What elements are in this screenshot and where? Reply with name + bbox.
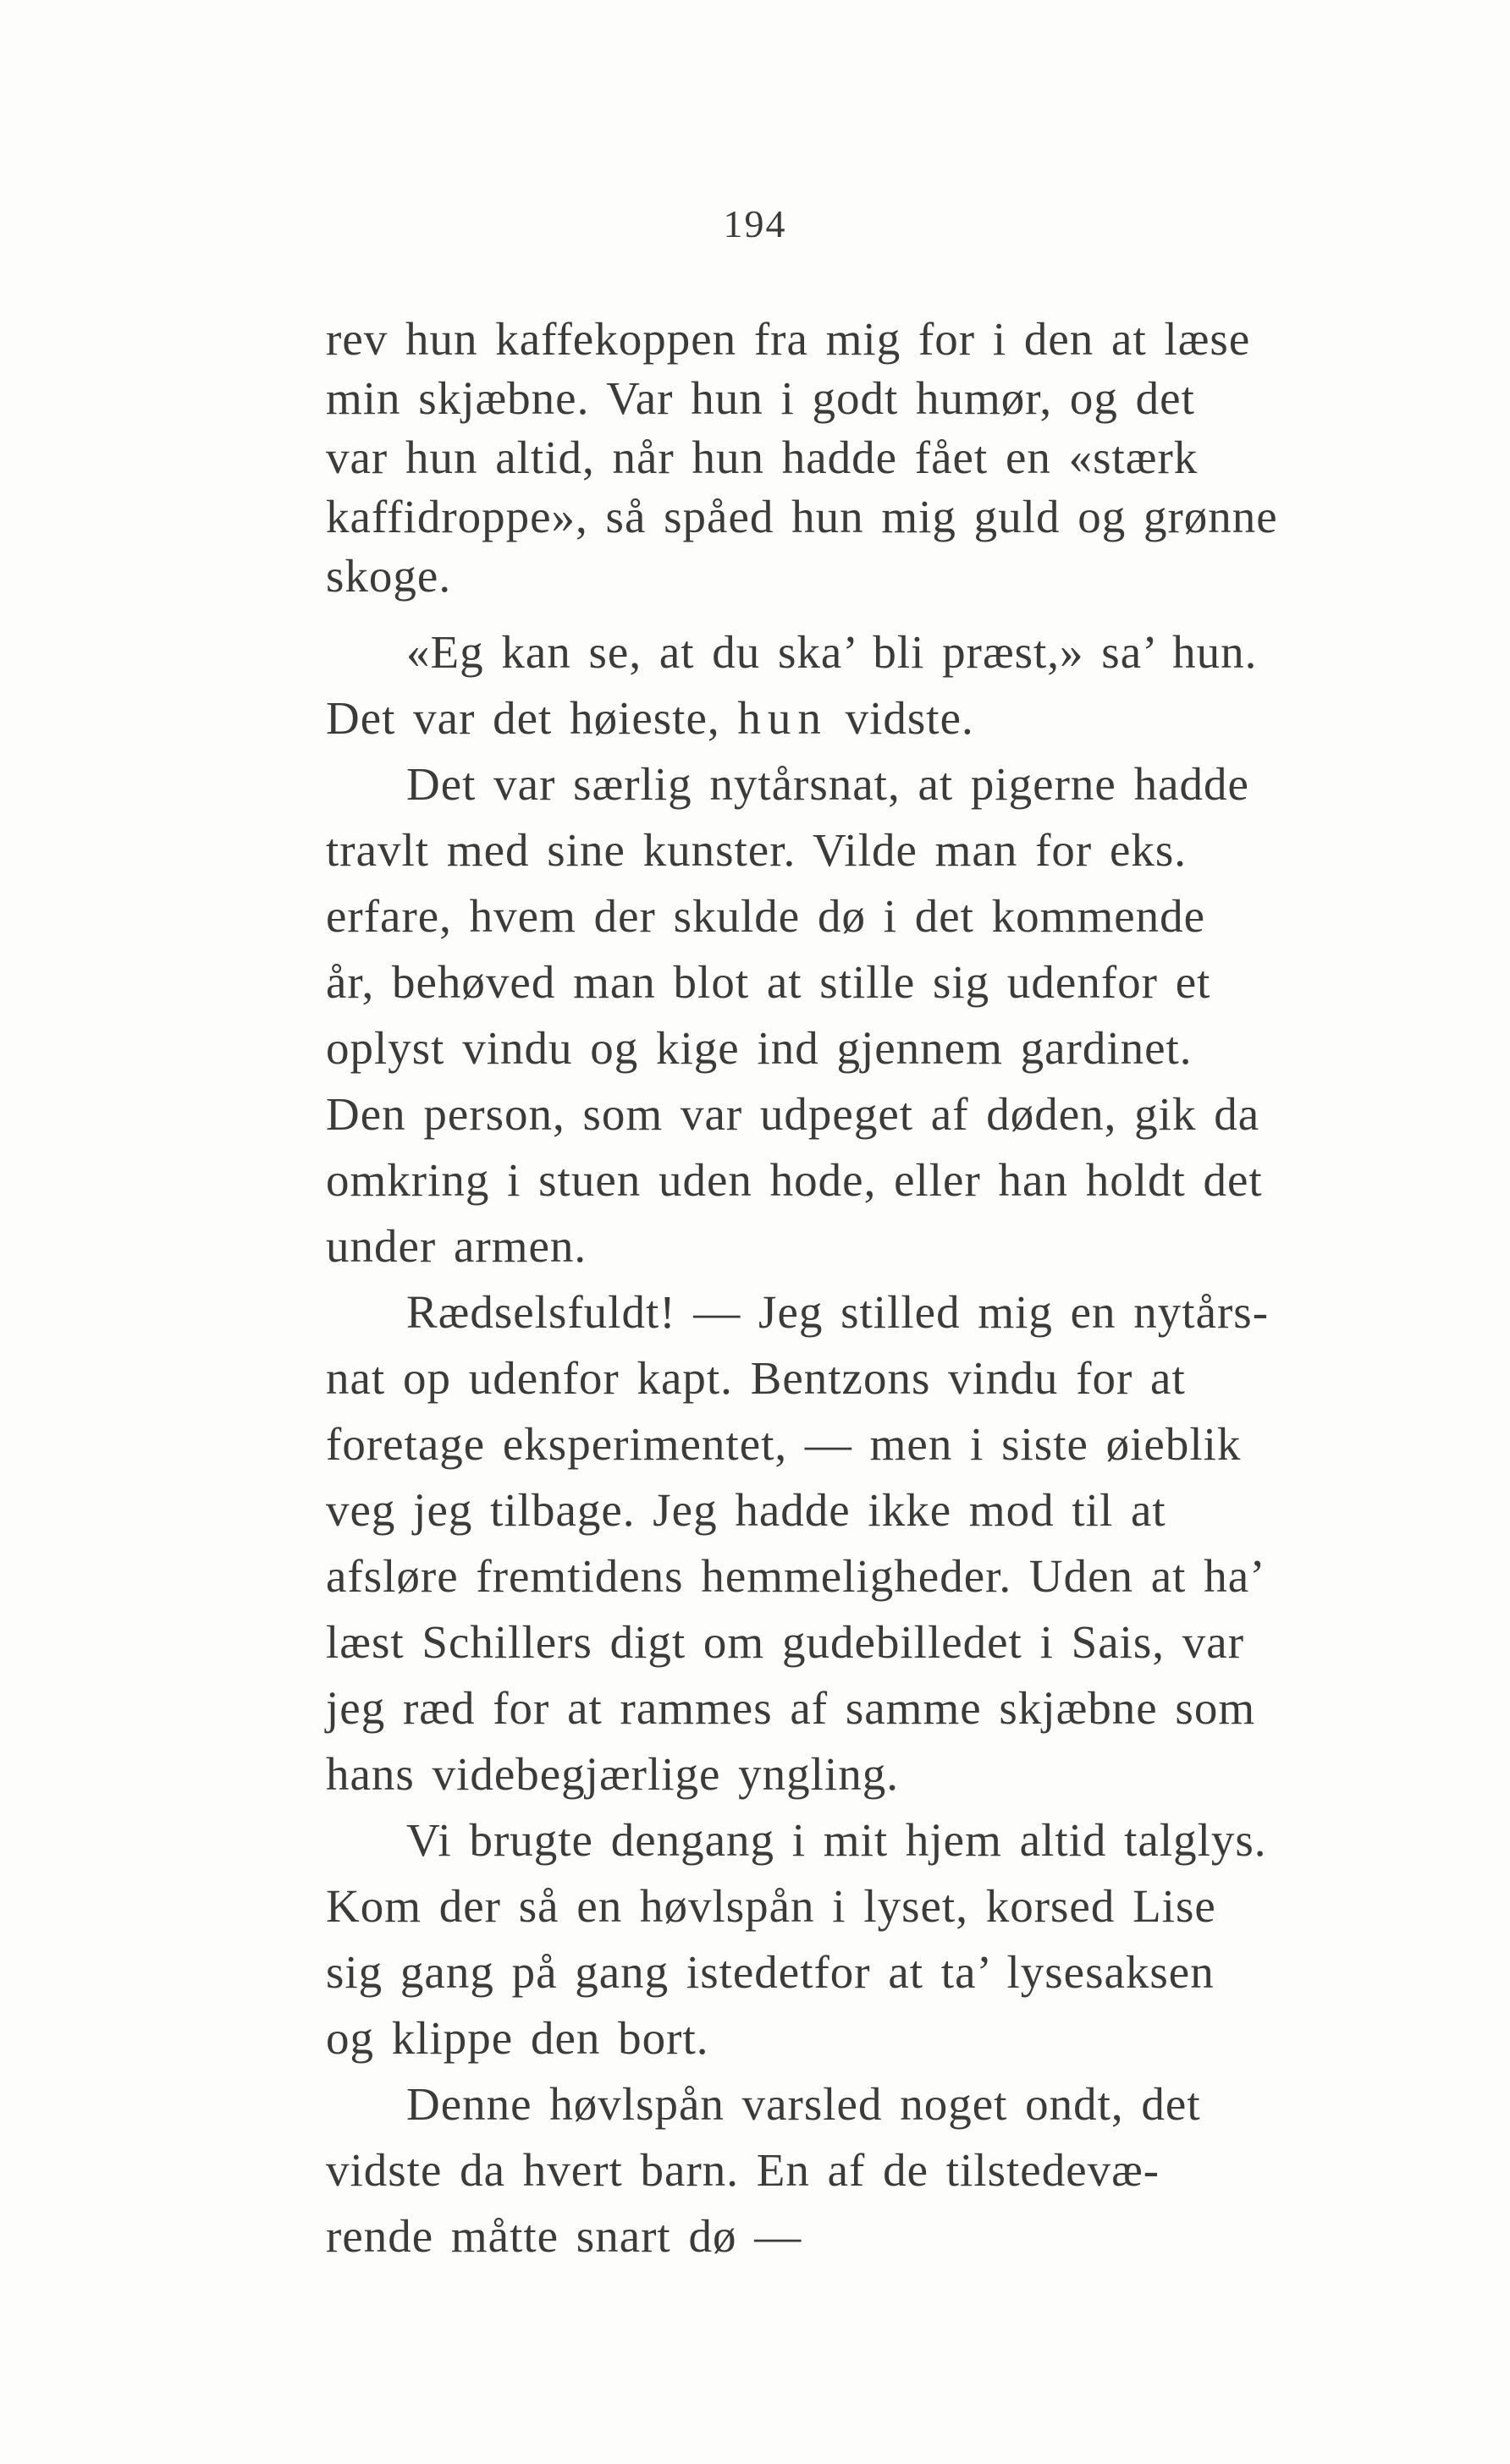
text-line: erfare, hvem der skulde dø i det kommende [326, 890, 1206, 942]
page-number: 194 [723, 202, 787, 245]
spaced-emphasis: hun [737, 692, 828, 744]
text-line: under armen. [326, 1220, 587, 1272]
text-line-emphasis [326, 689, 974, 748]
text-line: hans videbegjærlige yngling. [326, 1748, 899, 1800]
text-line: skoge. [326, 550, 452, 602]
text-line: nat op udenfor kapt. Bentzons vindu for at [326, 1352, 1186, 1404]
text-line: var hun altid, når hun hadde fået en «stærk [326, 432, 1199, 483]
text-line: Kom der så en høvlspån i lyset, korsed Lise [326, 1880, 1216, 1932]
text-line: oplyst vindu og kige ind gjennem gardinet. [326, 1022, 1193, 1074]
text-line: travlt med sine kunster. Vilde man for eks. [326, 824, 1188, 876]
text-line: «Eg kan se, at du ska’ bli præst,» sa’ hun. [406, 626, 1258, 678]
text-segment: Det var det høieste, [326, 692, 738, 744]
text-line: veg jeg tilbage. Jeg hadde ikke mod til at [326, 1484, 1166, 1536]
text-line: sig gang på gang istedetfor at ta’ lysesaksen [326, 1946, 1215, 1998]
text-line: Vi brugte dengang i mit hjem altid talglys. [406, 1814, 1267, 1866]
text-line: omkring i stuen uden hode, eller han holdt det [326, 1154, 1263, 1206]
text-line: Denne høvlspån varsled noget ondt, det [406, 2078, 1201, 2130]
text-line: læst Schillers digt om gudebilledet i Sais, var [326, 1616, 1245, 1668]
text-line: år, behøved man blot at stille sig udenfor et [326, 956, 1211, 1008]
text-line: jeg ræd for at rammes af samme skjæbne som [326, 1682, 1256, 1734]
text-line: foretage eksperimentet, — men i siste øieblik [326, 1418, 1242, 1470]
text-line: Rædselsfuldt! — Jeg stilled mig en nytårs- [406, 1286, 1270, 1338]
text-line: kaffidroppe», så spåed hun mig guld og grønne [326, 491, 1278, 542]
text-line: Det var særlig nytårsnat, at pigerne hadde [406, 758, 1249, 810]
text-line: vidste da hvert barn. En af de tilstedevæ- [326, 2144, 1160, 2196]
text-segment: vidste. [827, 692, 974, 744]
text-line: min skjæbne. Var hun i godt humør, og det [326, 372, 1195, 424]
text-line: rev hun kaffekoppen fra mig for i den at læse [326, 313, 1251, 365]
text-line: afsløre fremtidens hemmeligheder. Uden at ha’ [326, 1550, 1266, 1602]
text-line: rende måtte snart dø — [326, 2210, 802, 2262]
text-line: og klippe den bort. [326, 2012, 709, 2064]
text-line: Den person, som var udpeget af døden, gik da [326, 1088, 1260, 1140]
